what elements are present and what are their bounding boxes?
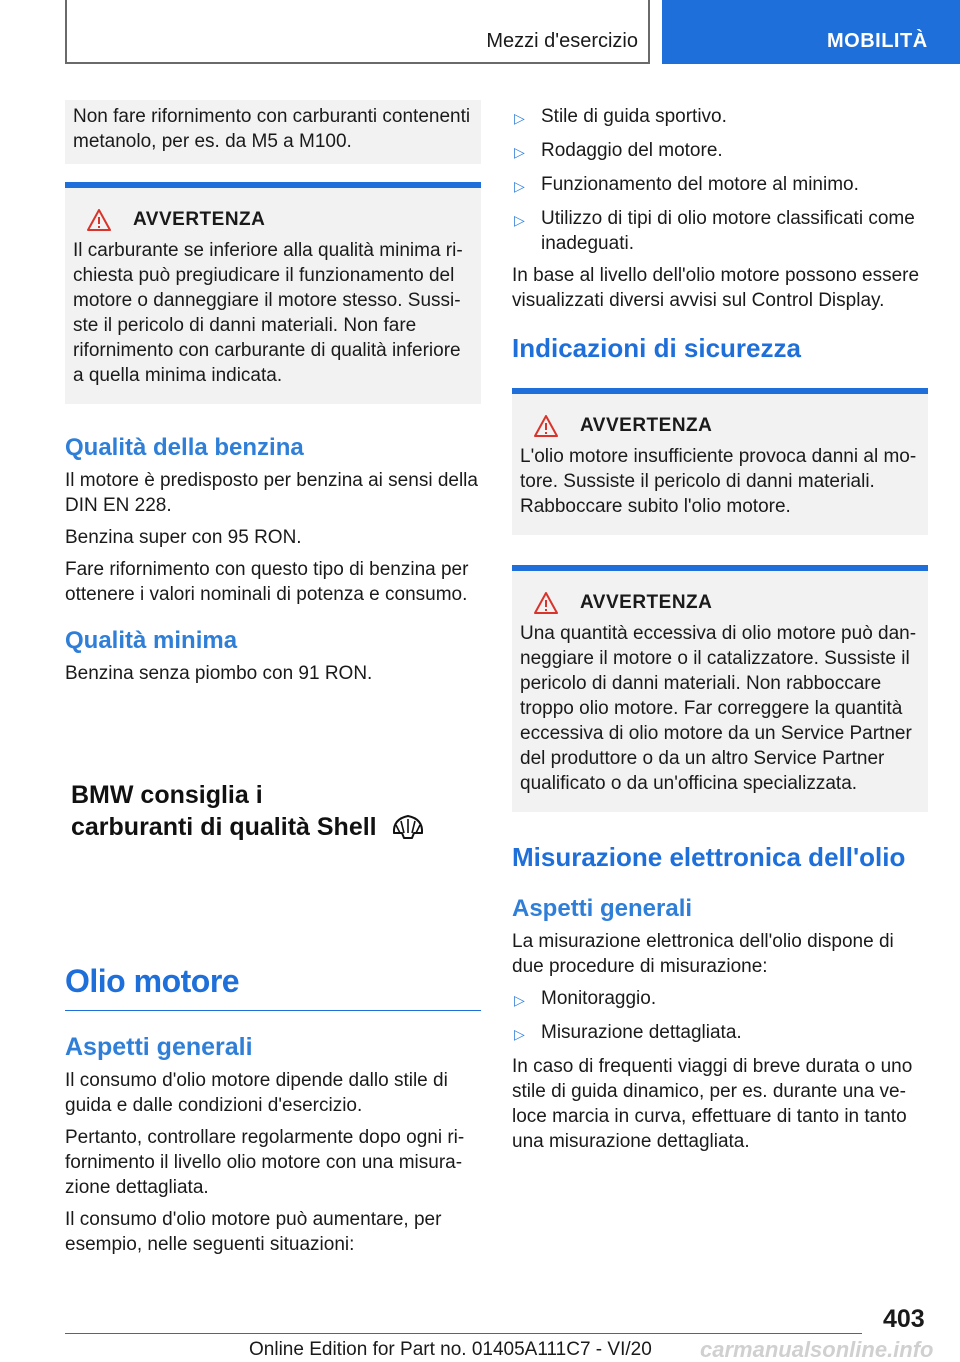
list-item-text: Monitoraggio. bbox=[541, 988, 657, 1009]
paragraph: Benzina super con 95 RON. bbox=[65, 527, 302, 548]
paragraph: In caso di frequenti viaggi di breve durata o uno stile di guida dinamico, per es. durante una veloce marcia in curva, effettuare di tanto in tanto una misurazione dettagliata. bbox=[512, 1056, 913, 1152]
paragraph: Il motore è predisposto per benzina ai sensi della DIN EN 228. bbox=[65, 470, 478, 516]
bullet-triangle-icon: ▷ bbox=[514, 110, 525, 126]
header-chapter-tab[interactable] bbox=[662, 0, 960, 64]
list-item bbox=[512, 104, 928, 131]
warning-text: L'olio motore insufficiente provoca danni al motore. Sussiste il pericolo di danni materiali. Rabboccare subito l'olio motore. bbox=[520, 446, 917, 517]
list-item-text: Misurazione dettagliata. bbox=[541, 1022, 742, 1043]
shell-logo-icon bbox=[391, 813, 425, 841]
list-item bbox=[512, 172, 928, 199]
paragraph: Pertanto, controllare regolarmente dopo ogni rifornimento il livello olio motore con una misurazione dettagliata. bbox=[65, 1127, 465, 1198]
left-column bbox=[65, 100, 481, 1264]
paragraph: Il consumo d'olio motore dipende dallo stile di guida e dalle condizioni d'esercizio. bbox=[65, 1070, 448, 1116]
page-number: 403 bbox=[883, 1305, 925, 1333]
list-item bbox=[512, 1020, 928, 1047]
right-column bbox=[512, 104, 928, 1161]
bullet-triangle-icon: ▷ bbox=[514, 1026, 525, 1042]
list-item-text: Utilizzo di tipi di olio motore classificati come inadeguati. bbox=[541, 208, 915, 254]
heading-misurazione-elettronica: Misurazione elettronica dell'olio bbox=[512, 842, 906, 872]
warning-header bbox=[520, 414, 920, 438]
warning-box-low-oil bbox=[512, 388, 928, 535]
warning-title: AVVERTENZA bbox=[580, 592, 713, 613]
paragraph: Fare rifornimento con questo tipo di benzina per ottenere i valori nominali di potenza e consumo. bbox=[65, 559, 469, 605]
bullet-triangle-icon: ▷ bbox=[514, 144, 525, 160]
ad-line-2-text: carburanti di qualità Shell bbox=[71, 813, 377, 841]
list-item-text: Rodaggio del motore. bbox=[541, 140, 723, 161]
note-box bbox=[65, 100, 481, 164]
list-item-text: Stile di guida sportivo. bbox=[541, 106, 727, 127]
footer-edition: Online Edition for Part no. 01405A111C7 - VI/20 bbox=[249, 1339, 652, 1360]
paragraph: La misurazione elettronica dell'olio dispone di due procedure di misurazione: bbox=[512, 931, 894, 977]
bullet-triangle-icon: ▷ bbox=[514, 992, 525, 1008]
paragraph: Benzina senza piombo con 91 RON. bbox=[65, 663, 373, 684]
paragraph: Il consumo d'olio motore può aumentare, per esempio, nelle seguenti situazioni: bbox=[65, 1209, 442, 1255]
paragraph: In base al livello dell'olio motore possono essere visualizzati diversi avvisi sul Control Display. bbox=[512, 265, 920, 311]
warning-title: AVVERTENZA bbox=[133, 209, 266, 230]
header-section-title: Mezzi d'esercizio bbox=[486, 30, 638, 52]
heading-qualita-minima: Qualità minima bbox=[65, 627, 238, 654]
warning-text: Il carburante se inferiore alla qualità minima richiesta può pregiudicare il funzionamento del motore o danneggiare il motore stesso. Sussiste il pericolo di danni materiali. Non fare rifornimento con carburante di qualità inferiore a quella minima indicata. bbox=[73, 240, 463, 386]
ad-line-1: BMW consiglia i bbox=[71, 781, 263, 809]
shell-advertisement bbox=[65, 693, 481, 843]
warning-header bbox=[73, 208, 473, 232]
warning-box-excess-oil bbox=[512, 565, 928, 812]
list-item-text: Funzionamento del motore al minimo. bbox=[541, 174, 859, 195]
footer-divider bbox=[65, 1333, 862, 1334]
heading-olio-motore: Olio motore bbox=[65, 963, 481, 1011]
warning-title: AVVERTENZA bbox=[580, 415, 713, 436]
heading-qualita-benzina: Qualità della benzina bbox=[65, 434, 304, 461]
header-chapter-label: MOBILITÀ bbox=[827, 30, 928, 52]
warning-header bbox=[520, 591, 920, 615]
watermark: carmanualsonline.info bbox=[700, 1337, 934, 1362]
bullet-triangle-icon: ▷ bbox=[514, 212, 525, 228]
warning-triangle-icon bbox=[534, 591, 558, 615]
heading-aspetti-generali: Aspetti generali bbox=[65, 1033, 253, 1061]
heading-aspetti-generali-2: Aspetti generali bbox=[512, 895, 693, 922]
list-item bbox=[512, 986, 928, 1013]
list-item bbox=[512, 138, 928, 165]
note-text: Non fare rifornimento con carburanti contenenti metanolo, per es. da M5 a M100. bbox=[73, 106, 471, 152]
ad-line-2 bbox=[71, 811, 475, 843]
bullet-triangle-icon: ▷ bbox=[514, 178, 525, 194]
warning-triangle-icon bbox=[87, 208, 111, 232]
list-item bbox=[512, 206, 928, 256]
warning-box-fuel bbox=[65, 182, 481, 404]
heading-indicazioni-sicurezza: Indicazioni di sicurezza bbox=[512, 333, 801, 363]
warning-text: Una quantità eccessiva di olio motore può danneggiare il motore o il catalizzatore. Sussiste il pericolo di danni materiali. Non rabboccare troppo olio motore. Far correggere la quantità eccessiva di olio motore da un Service Partner del produttore o da un altro Service Partner qualificato o da un'officina specializzata. bbox=[520, 623, 917, 794]
warning-triangle-icon bbox=[534, 414, 558, 438]
